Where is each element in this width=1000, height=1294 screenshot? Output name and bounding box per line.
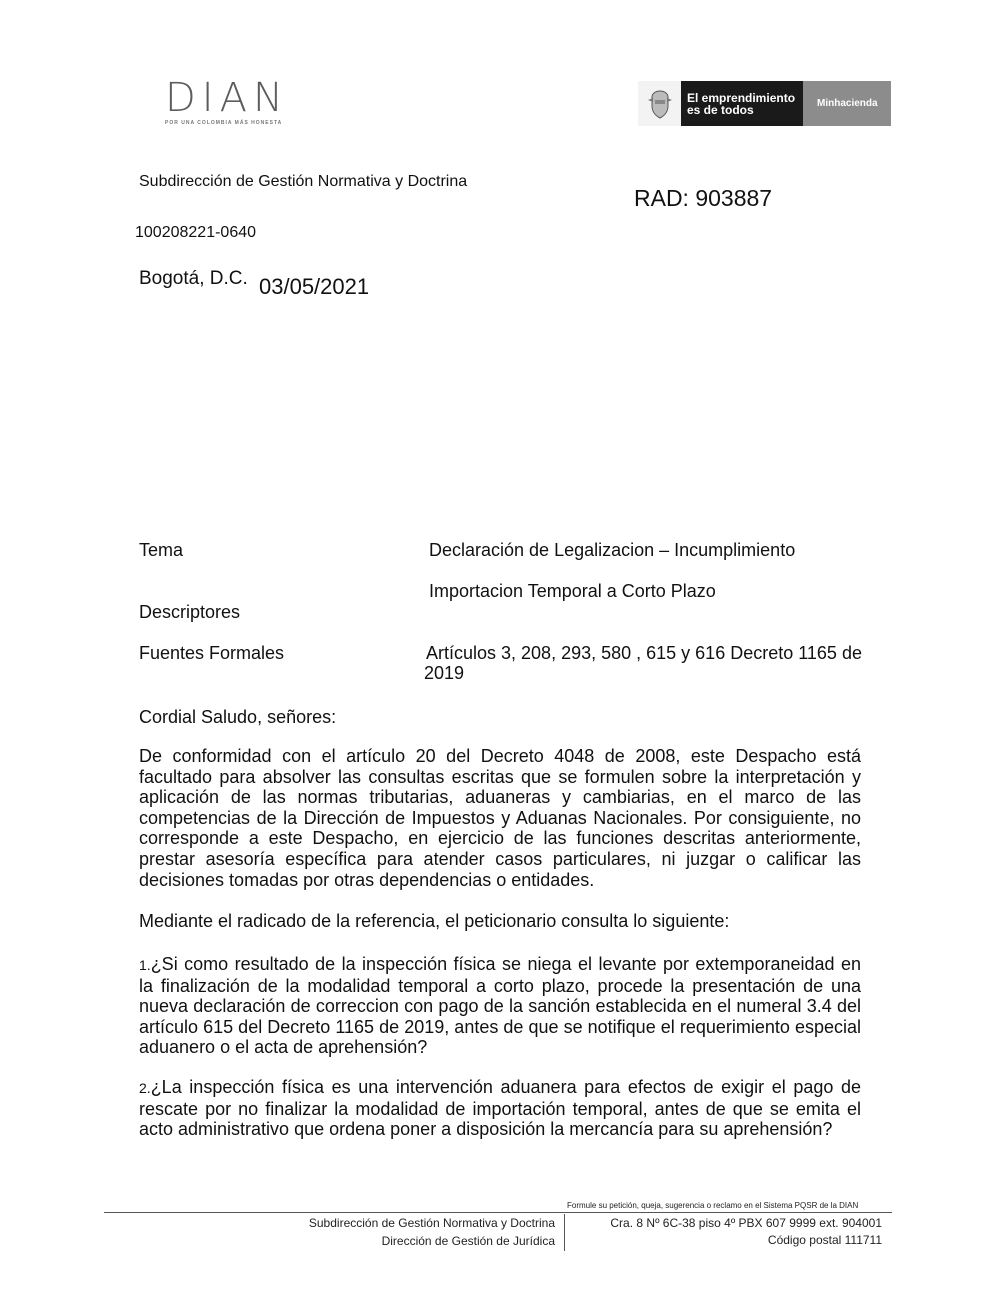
fuentes-label: Fuentes Formales	[139, 643, 285, 663]
government-slogan	[681, 81, 803, 126]
footer-separator	[564, 1214, 565, 1251]
rad-number: RAD: 903887	[634, 185, 773, 211]
coat-of-arms-icon	[638, 81, 681, 126]
dian-tagline: POR UNA COLOMBIA MÁS HONESTA	[165, 120, 283, 126]
greeting: Cordial Saludo, señores:	[139, 707, 337, 727]
tema-value: Declaración de Legalizacion – Incumplimiento	[429, 540, 796, 560]
footer-direction: Dirección de Gestión de Jurídica	[381, 1234, 555, 1248]
slogan-line-2: es de todos	[687, 102, 754, 117]
question-2	[139, 1077, 861, 1140]
question-1-text: ¿Si como resultado de la inspección física se niega el levante por extemporaneidad en la finalización de la modalidad temporal a corto plazo, procede la presentación de una nueva declaración de correccion con pago de la sanción establecida en el numeral 3.4 del artículo 615 del Decreto 1165 de 2019, antes de que se notifique el requerimiento especial aduanero o el acta de aprehensión?	[139, 954, 861, 1058]
ministry-name: Minhacienda	[803, 81, 891, 126]
question-2-text: ¿La inspección física es una intervención aduanera para efectos de exigir el pago de rescate por no finalizar la modalidad de importación temporal, antes de que se emita el acto administrativo que ordena poner a disposición la mercancía para su aprehensión?	[139, 1077, 861, 1140]
question-1	[139, 954, 861, 1058]
office-name: Subdirección de Gestión Normativa y Doctrina	[139, 173, 468, 190]
descriptores-label: Descriptores	[139, 602, 241, 622]
document-date: 03/05/2021	[259, 274, 370, 299]
footer-address: Cra. 8 Nº 6C-38 piso 4º PBX 607 9999 ext. 904001	[610, 1216, 882, 1230]
reference-number: 100208221-0640	[135, 224, 257, 241]
question-2-number: 2.	[139, 1080, 151, 1096]
paragraph-consultation: Mediante el radicado de la referencia, el peticionario consulta lo siguiente:	[139, 911, 730, 931]
city: Bogotá, D.C.	[139, 268, 248, 289]
footer-postal-code: Código postal 111711	[767, 1233, 882, 1247]
question-1-number: 1.	[139, 957, 151, 973]
slogan-line-1: El emprendimiento	[687, 90, 796, 105]
footer-divider	[104, 1212, 892, 1213]
paragraph-competence: De conformidad con el artículo 20 del Decreto 4048 de 2008, este Despacho está facultado para absolver las consultas escritas que se formulen sobre la interpretación y aplicación de las normas tributarias, aduaneras y cambiarias, en el marco de las competencias de la Dirección de Impuestos y Aduanas Nacionales. Por consiguiente, no corresponde a este Despacho, en ejercicio de las funciones descritas anteriormente, prestar asesoría específica para atender casos particulares, ni juzgar o calificar las decisiones tomadas por otras dependencias o entidades.	[139, 746, 861, 890]
fuentes-value-line-2: 2019	[424, 663, 465, 683]
tema-label: Tema	[139, 540, 184, 560]
descriptores-value: Importacion Temporal a Corto Plazo	[429, 581, 716, 601]
fuentes-value-line-1: Artículos 3, 208, 293, 580 , 615 y 616 Decreto 1165 de	[426, 643, 862, 663]
dian-wordmark: DIAN	[165, 75, 289, 121]
pqsr-note: Formule su petición, queja, sugerencia o reclamo en el Sistema PQSR de la DIAN	[567, 1201, 859, 1210]
government-logo	[638, 81, 891, 126]
footer-office: Subdirección de Gestión Normativa y Doctrina	[308, 1216, 555, 1230]
dian-logo	[165, 75, 325, 128]
